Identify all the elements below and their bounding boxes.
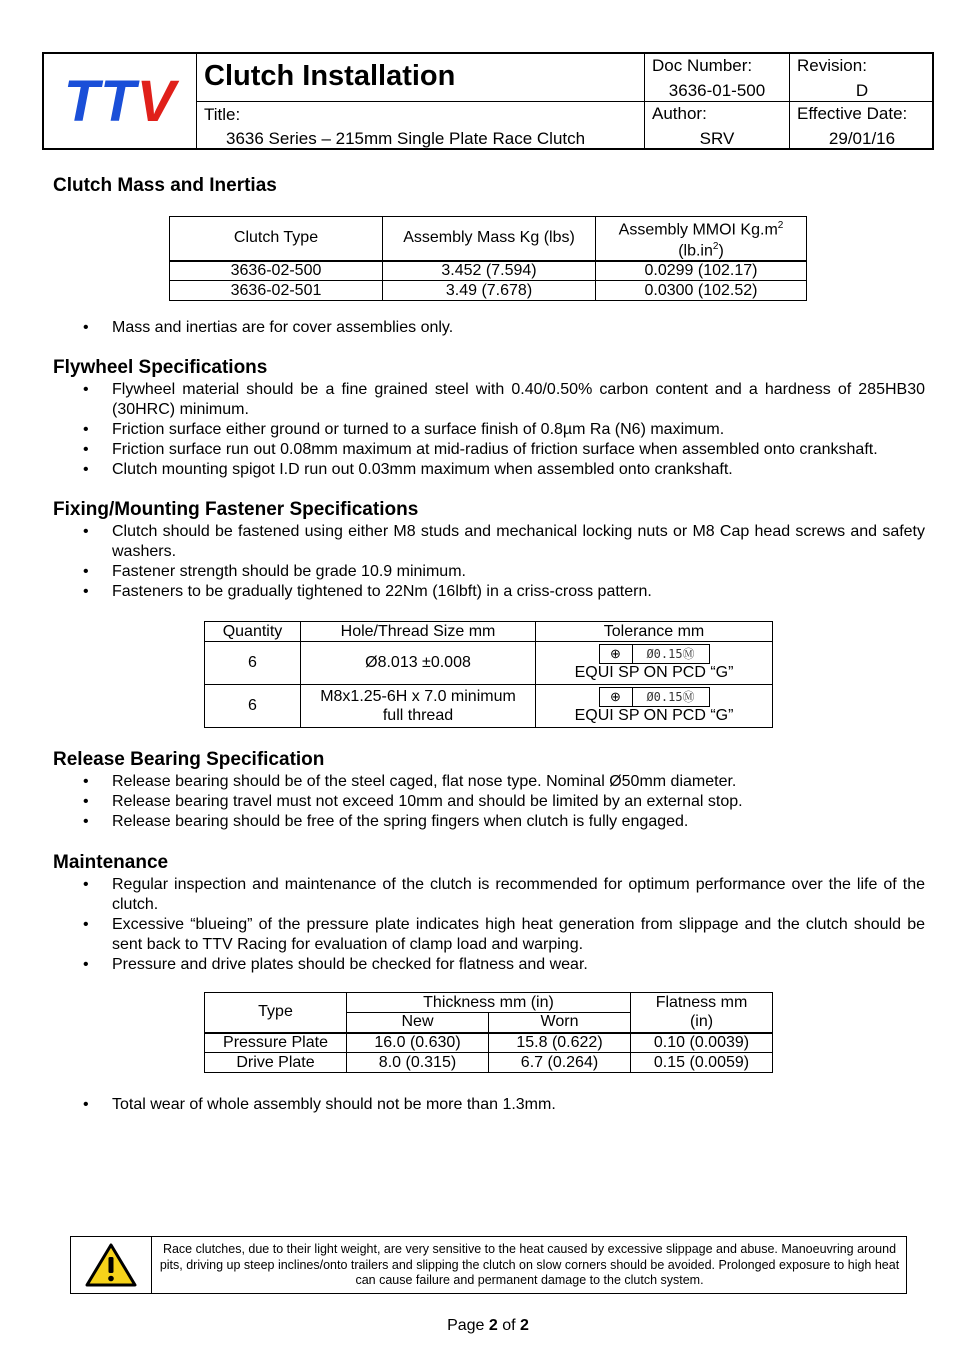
table-cell: 3636-02-501 (170, 281, 383, 301)
table-cell: 6 (205, 642, 301, 685)
title-label: Title: (204, 105, 241, 124)
maintenance-bullets (53, 875, 925, 975)
table-cell: Drive Plate (205, 1053, 347, 1073)
list-item: • Release bearing should be of the steel caged, flat nose type. Nominal Ø50mm diameter. (53, 772, 925, 792)
list-item: • Clutch mounting spigot I.D run out 0.03mm maximum when assembled onto crankshaft. (53, 460, 925, 480)
table-cell: 0.10 (0.0039) (631, 1033, 773, 1053)
section-heading-flywheel: Flywheel Specifications (53, 357, 268, 378)
table-header: Thickness mm (in) (347, 993, 631, 1013)
author-value: SRV (699, 129, 735, 148)
doc-number-label: Doc Number: (652, 56, 753, 75)
table-header: Tolerance mm (536, 622, 773, 642)
table-cell: 3.452 (7.594) (383, 261, 596, 281)
title-value: 3636 Series – 215mm Single Plate Race Clutch (226, 129, 586, 148)
section-heading-fastener: Fixing/Mounting Fastener Specifications (53, 499, 419, 520)
table-cell: 0.0299 (102.17) (596, 261, 807, 281)
table-cell: 3.49 (7.678) (383, 281, 596, 301)
table-header: Hole/Thread Size mm (301, 622, 536, 642)
warning-triangle-icon (71, 1237, 152, 1293)
table-cell: 16.0 (0.630) (347, 1033, 489, 1053)
table-cell: 6.7 (0.264) (489, 1053, 631, 1073)
table-header: New (347, 1013, 489, 1033)
position-tolerance-frame: ⊕ Ø0.15Ⓜ (599, 687, 710, 707)
author-label: Author: (652, 104, 707, 123)
revision-value: D (855, 81, 869, 100)
list-item: • Pressure and drive plates should be checked for flatness and wear. (53, 955, 925, 975)
revision-label: Revision: (797, 56, 867, 75)
table-cell: 3636-02-500 (170, 261, 383, 281)
list-item: • Friction surface run out 0.08mm maximum at mid-radius of friction surface when assembled onto crankshaft. (53, 440, 925, 460)
list-item: • Total wear of whole assembly should not be more than 1.3mm. (53, 1095, 925, 1115)
table-cell: 6 (205, 685, 301, 728)
mass-table (169, 216, 807, 301)
list-item: • Fastener strength should be grade 10.9 minimum. (53, 562, 925, 582)
effective-date-value: 29/01/16 (828, 129, 896, 148)
release-bullets (53, 772, 925, 832)
table-cell: Pressure Plate (205, 1033, 347, 1053)
list-item: • Friction surface either ground or turned to a surface finish of 0.8µm Ra (N6) maximum. (53, 420, 925, 440)
table-header: Assembly Mass Kg (lbs) (383, 217, 596, 261)
fastener-table (204, 621, 773, 728)
warning-box (70, 1236, 907, 1294)
section-heading-release-bearing: Release Bearing Specification (53, 749, 325, 770)
table-cell: 0.0300 (102.52) (596, 281, 807, 301)
table-header: Worn (489, 1013, 631, 1033)
list-item: • Fasteners to be gradually tightened to 22Nm (16lbft) in a criss-cross pattern. (53, 582, 925, 602)
table-cell: 15.8 (0.622) (489, 1033, 631, 1053)
flywheel-bullets (53, 380, 925, 480)
table-header: Flatness mm (in) (631, 993, 773, 1033)
table-cell: 8.0 (0.315) (347, 1053, 489, 1073)
list-item: • Regular inspection and maintenance of the clutch is recommended for optimum performance over the life of the clutch. (53, 875, 925, 915)
warning-text: Race clutches, due to their light weight, are very sensitive to the heat caused by excessive slippage and abuse. Manoeuvring around pits, driving up steep inclines/onto trailers and slipping the clutch on slow corners should be avoided. Prolonged exposure to high heat can cause failure and permanent damage to the clutch system. (159, 1242, 900, 1287)
effective-date-label: Effective Date: (797, 104, 908, 123)
list-item: • Flywheel material should be a fine grained steel with 0.40/0.50% carbon content and a hardness of 285HB30 (30HRC) minimum. (53, 380, 925, 420)
list-item: • Release bearing should be free of the spring fingers when clutch is fully engaged. (53, 812, 925, 832)
table-cell: M8x1.25-6H x 7.0 minimum full thread (301, 685, 536, 728)
maintenance-final-bullets (53, 1095, 925, 1115)
table-header: Type (205, 993, 347, 1033)
page-number: Page 2 of 2 (447, 1317, 529, 1334)
position-tolerance-frame: ⊕ Ø0.15Ⓜ (599, 644, 710, 664)
position-icon: ⊕ (600, 645, 633, 663)
section-heading-maintenance: Maintenance (53, 852, 169, 873)
table-cell: ⊕ Ø0.15Ⓜ EQUI SP ON PCD “G” (536, 642, 773, 685)
section-heading-mass: Clutch Mass and Inertias (53, 175, 277, 196)
ttv-logo: TTV (44, 54, 197, 148)
fastener-bullets (53, 522, 925, 602)
document-header (42, 52, 934, 150)
list-item: • Release bearing travel must not exceed 10mm and should be limited by an external stop. (53, 792, 925, 812)
doc-number-value: 3636-01-500 (668, 81, 766, 100)
mass-bullets (53, 318, 925, 338)
table-header: Clutch Type (170, 217, 383, 261)
list-item: • Excessive “blueing” of the pressure plate indicates high heat generation from slippage and the clutch should be sent back to TTV Racing for evaluation of clamp load and warping. (53, 915, 925, 955)
table-cell: 0.15 (0.0059) (631, 1053, 773, 1073)
position-icon: ⊕ (600, 688, 633, 706)
table-header: Assembly MMOI $Kg.m^2$ $(lb.in^2)$ (596, 217, 807, 261)
thickness-table (204, 992, 773, 1073)
document-title: Clutch Installation (204, 60, 456, 92)
table-cell: Ø8.013 ±0.008 (301, 642, 536, 685)
table-header: Quantity (205, 622, 301, 642)
list-item: • Mass and inertias are for cover assemblies only. (53, 318, 925, 338)
list-item: • Clutch should be fastened using either M8 studs and mechanical locking nuts or M8 Cap head screws and safety washers. (53, 522, 925, 562)
table-cell: ⊕ Ø0.15Ⓜ EQUI SP ON PCD “G” (536, 685, 773, 728)
